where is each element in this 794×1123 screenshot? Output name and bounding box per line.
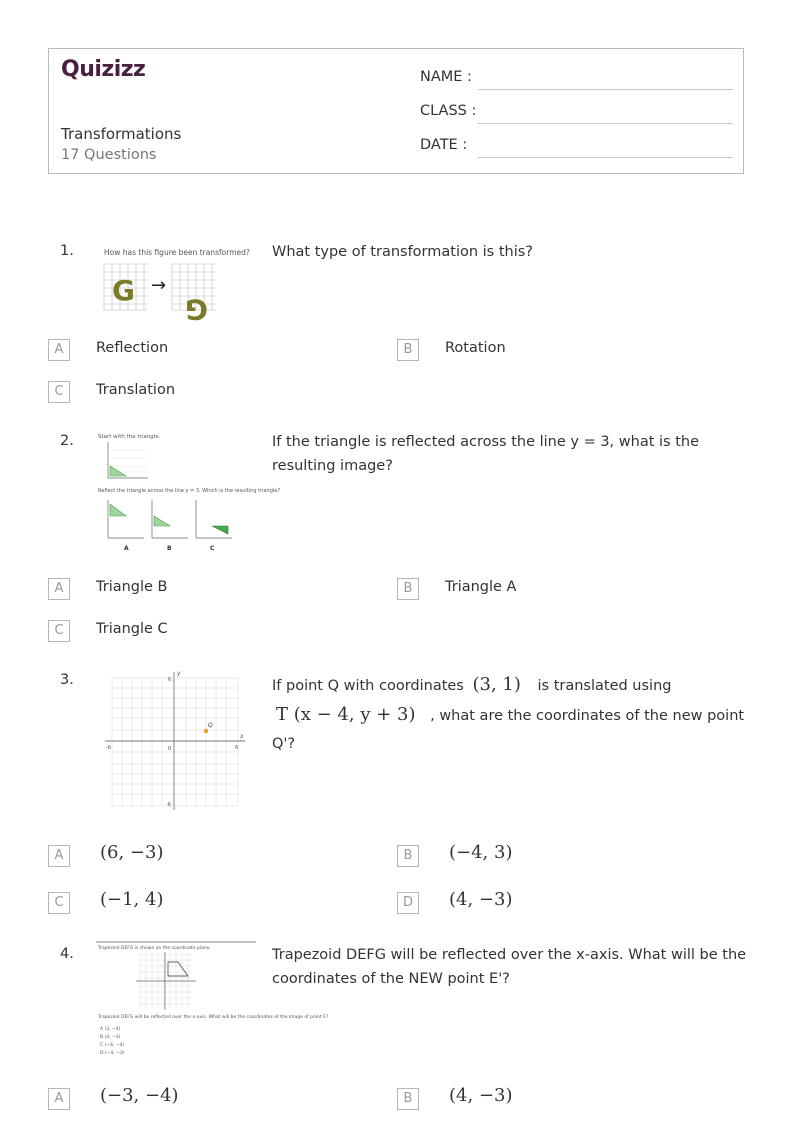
answer-option[interactable] [48, 842, 348, 871]
class-line [478, 123, 733, 124]
date-label: DATE : [420, 137, 468, 153]
answer-option[interactable] [397, 578, 697, 604]
answer-option[interactable] [48, 339, 348, 365]
graph-label-a: A [124, 545, 129, 552]
question-1-text: What type of transformation is this? [272, 244, 533, 260]
grid-lines [112, 678, 238, 806]
point-q-label: Q [208, 722, 213, 729]
question-2-text: If the triangle is reflected across the line y = 3, what is the resulting image? [272, 434, 699, 474]
option-letter-box: C [48, 620, 70, 642]
option-letter-box: C [48, 381, 70, 403]
option-letter-box: B [397, 1088, 419, 1110]
figure-caption-bottom: Trapezoid DEFG will be reflected over the x-axis. What will be the coordinates of the image of point E? [98, 1015, 329, 1020]
figure-caption-top: Trapezoid DEFG is shown on the coordinate plane. [98, 946, 211, 951]
name-field[interactable] [420, 69, 733, 91]
option-text: Triangle A [445, 579, 517, 595]
question-number: 4. [60, 946, 74, 962]
answer-option[interactable] [397, 889, 697, 918]
answer-option[interactable] [48, 381, 348, 407]
option-text: Reflection [96, 340, 169, 356]
coordinate-plane [100, 668, 250, 812]
y-max-label: 6 [168, 677, 172, 683]
letter-g-original: G [112, 274, 135, 307]
option-graph-a [108, 500, 144, 538]
option-letter-box: C [48, 892, 70, 914]
question-4-text: Trapezoid DEFG will be reflected over the x-axis. What will be the coordinates of the NEW point E'? [272, 947, 747, 987]
figure-choice: B (4, −3) [100, 1035, 121, 1040]
figure-choice: D (−4, −3) [100, 1051, 125, 1056]
option-math: (4, −3) [449, 1085, 513, 1106]
question-number: 3. [60, 672, 74, 688]
answer-option[interactable] [48, 889, 348, 918]
x-axis-label: x [240, 733, 244, 740]
quizizz-logo: Quizizz [61, 57, 146, 82]
option-math: (−4, 3) [449, 842, 513, 863]
answer-option[interactable] [397, 842, 697, 871]
class-field[interactable] [420, 103, 733, 125]
option-letter-box: A [48, 578, 70, 600]
question-count: 17 Questions [61, 147, 157, 163]
option-letter-box: A [48, 845, 70, 867]
answer-option[interactable] [397, 1085, 697, 1114]
answer-option[interactable] [48, 1085, 348, 1114]
figure-caption-mid: Reflect the triangle across the line y = 3. Which is the resulting triangle? [98, 488, 281, 494]
q3-math-translation: T (x − 4, y + 3) [276, 704, 416, 725]
name-label: NAME : [420, 69, 472, 85]
option-letter-box: B [397, 339, 419, 361]
option-letter-box: A [48, 339, 70, 361]
figure-choice: C (−4, −4) [100, 1043, 125, 1048]
start-graph [108, 442, 148, 478]
figure-choice: A (3, −4) [100, 1027, 121, 1032]
question-number: 2. [60, 433, 74, 449]
y-axis-label: y [177, 670, 181, 677]
option-letter-box: B [397, 578, 419, 600]
option-letter-box: A [48, 1088, 70, 1110]
figure-caption-top: Start with the triangle. [98, 434, 161, 440]
q3-text-part1: If point Q with coordinates [272, 678, 464, 694]
answer-option[interactable] [48, 620, 348, 646]
question-1-image [100, 244, 250, 326]
option-graph-c [196, 500, 232, 538]
option-text: Translation [96, 382, 176, 398]
q3-text-part2: is translated using [537, 678, 672, 694]
question-4-image [96, 940, 329, 1062]
question-3-image [100, 668, 250, 812]
option-math: (6, −3) [100, 842, 164, 863]
option-letter-box: D [397, 892, 419, 914]
graph-label-b: B [167, 545, 172, 552]
triangle-reflection-figure [96, 430, 281, 554]
x-max-label: 6 [235, 745, 239, 751]
worksheet-header [48, 48, 744, 174]
arrow-icon: → [151, 275, 167, 296]
x-min-label: -6 [106, 745, 111, 751]
option-graph-b [152, 500, 188, 538]
trapezoid-figure [96, 940, 329, 1062]
option-text: Rotation [445, 340, 506, 356]
option-text: Triangle C [96, 621, 168, 637]
trapezoid-defg [168, 962, 188, 976]
date-line [478, 157, 733, 158]
question-number: 1. [60, 243, 74, 259]
question-3-text [272, 672, 750, 758]
answer-option[interactable] [48, 578, 348, 604]
figure-caption: How has this figure been transformed? [104, 248, 250, 257]
graph-label-c: C [210, 545, 215, 552]
option-math: (−3, −4) [100, 1085, 179, 1106]
class-label: CLASS : [420, 103, 477, 119]
rotation-figure [100, 244, 250, 326]
option-math: (4, −3) [449, 889, 513, 910]
point-q [204, 729, 208, 733]
date-field[interactable] [420, 137, 733, 159]
worksheet-title: Transformations [61, 125, 182, 143]
option-letter-box: B [397, 845, 419, 867]
option-text: Triangle B [96, 579, 168, 595]
y-min-label: -6 [166, 802, 171, 808]
q3-math-coordinates: (3, 1) [472, 674, 521, 695]
q3-text-part3: , what are the coordinates of the new point Q'? [272, 708, 745, 752]
option-math: (−1, 4) [100, 889, 164, 910]
origin-label: 0 [168, 746, 172, 752]
question-2-image [96, 430, 281, 554]
name-line [478, 89, 733, 90]
letter-g-rotated: G [185, 293, 208, 326]
answer-option[interactable] [397, 339, 697, 365]
